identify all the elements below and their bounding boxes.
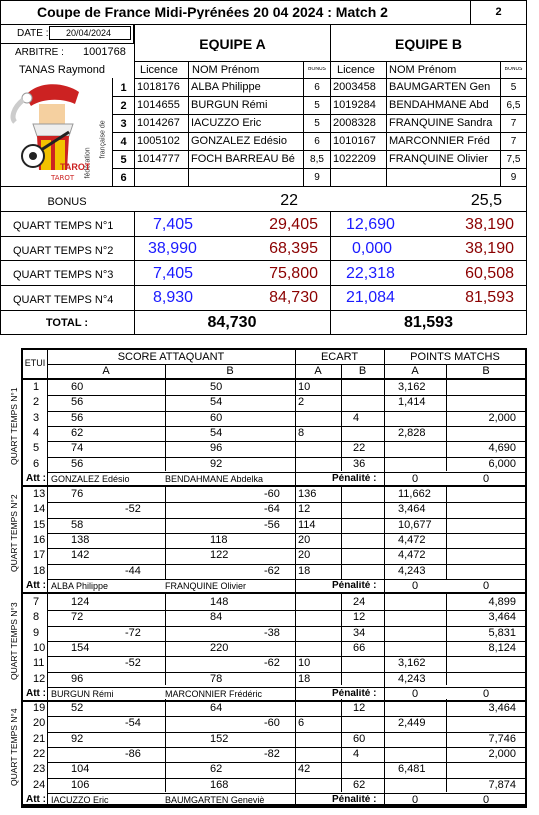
ecart-a: 18: [298, 565, 311, 577]
quarter-a-cumul: 75,800: [269, 266, 318, 282]
score-b: 60: [210, 412, 223, 424]
att-player-a: GONZALEZ Edésio: [51, 474, 130, 484]
player-number: 6: [120, 173, 127, 184]
etui-number: 22: [33, 748, 46, 760]
score-a: 138: [71, 534, 90, 546]
table-number: 2: [495, 7, 502, 18]
ecart-b: 12: [353, 612, 366, 624]
score-b: 96: [210, 443, 223, 455]
name-a: GONZALEZ Edésio: [191, 136, 287, 147]
score-a-negative: -52: [125, 504, 141, 516]
name-b: FRANQUINE Olivier: [389, 154, 489, 165]
score-b-negative: -60: [264, 718, 280, 730]
quarter-a-points: 38,990: [148, 241, 197, 257]
bonus-b: 7,5: [506, 155, 521, 165]
date-value: 20/04/2024: [66, 29, 112, 38]
etui-number: 6: [33, 458, 40, 470]
ecart-b: 34: [353, 627, 366, 639]
points-a: 3,464: [398, 504, 426, 516]
name-a: BURGUN Rémi: [191, 100, 268, 111]
etui-number: 13: [33, 489, 46, 500]
col-licence-a: Licence: [140, 65, 178, 76]
bonus-b: 9: [510, 173, 517, 183]
points-b: 3,464: [488, 612, 516, 624]
player-number: 3: [120, 119, 127, 130]
score-b: 84: [210, 612, 223, 624]
ecart-a: 18: [298, 673, 311, 685]
quarter-block-label: QUART TEMPS N°4: [9, 708, 19, 786]
penalty-label: Pénalité :: [332, 794, 377, 805]
etui-number: 10: [33, 642, 46, 654]
ecart-b: 36: [353, 458, 366, 470]
licence-a: 1018176: [137, 82, 180, 93]
licence-b: 1019284: [333, 100, 376, 111]
points-a: 4,243: [398, 565, 426, 577]
ecart-b: 12: [353, 703, 366, 714]
att-label: Att :: [26, 580, 46, 591]
ecart-a: 12: [298, 504, 311, 516]
points-b: 4,899: [488, 597, 516, 608]
points-a: 4,472: [398, 534, 426, 546]
licence-a: 1014267: [137, 118, 180, 129]
total-team-b: 81,593: [404, 315, 453, 331]
score-b: 62: [210, 764, 223, 776]
att-player-a: IACUZZO Eric: [51, 795, 109, 805]
att-player-b: MARCONNIER Frédéric: [165, 689, 263, 699]
col-nom-a: NOM Prénom: [192, 65, 260, 76]
score-a-negative: -54: [125, 718, 141, 730]
quarter-block-label: QUART TEMPS N°1: [9, 387, 19, 465]
score-b: 122: [210, 550, 229, 562]
bonus-b: 6,5: [506, 101, 521, 111]
bonus-b: 7: [510, 137, 517, 147]
ecart-a: 136: [298, 489, 317, 500]
header-points-a: A: [411, 366, 419, 377]
player-number: 4: [120, 137, 127, 148]
date-label: DATE :: [17, 29, 49, 39]
att-player-b: FRANQUINE Olivier: [165, 581, 247, 591]
quarter-a-points: 7,405: [153, 266, 194, 282]
bonus-team-a: 22: [280, 193, 298, 209]
etui-number: 12: [33, 673, 46, 685]
quarter-b-points: 21,084: [346, 290, 395, 306]
name-b: MARCONNIER Fréd: [389, 136, 490, 147]
points-b: 5,831: [488, 627, 516, 639]
bonus-a: 6: [314, 83, 320, 93]
score-b-negative: -62: [264, 565, 280, 577]
score-b-negative: -62: [264, 658, 280, 670]
etui-number: 21: [33, 733, 46, 745]
bonus-a: 6: [314, 137, 320, 147]
etui-number: 8: [33, 612, 40, 624]
ecart-b: 66: [353, 642, 366, 654]
licence-a: 1014655: [137, 100, 180, 111]
points-b: 2,000: [488, 748, 516, 760]
penalty-b: 0: [482, 688, 490, 700]
header-points-b: B: [482, 366, 490, 377]
ecart-b: 60: [353, 733, 366, 745]
score-a-negative: -72: [125, 627, 141, 639]
points-a: 6,481: [398, 764, 426, 776]
ecart-a: 10: [298, 382, 311, 393]
points-b: 3,464: [488, 703, 516, 714]
ecart-a: 20: [298, 534, 311, 546]
etui-number: 23: [33, 764, 46, 776]
score-a-negative: -52: [125, 658, 141, 670]
score-a: 142: [71, 550, 90, 562]
penalty-a: 0: [411, 794, 419, 806]
score-a: 62: [71, 427, 84, 439]
score-a: 58: [71, 519, 84, 531]
points-b: 7,746: [488, 733, 516, 745]
col-licence-b: Licence: [337, 65, 375, 76]
att-player-a: ALBA Philippe: [51, 581, 109, 591]
att-label: Att :: [26, 794, 46, 805]
penalty-b: 0: [482, 473, 490, 485]
score-b-negative: -64: [264, 504, 280, 516]
score-a: 96: [71, 673, 84, 685]
licence-b: 2008328: [333, 118, 376, 129]
ecart-a: 114: [298, 519, 316, 531]
score-a: 106: [71, 779, 90, 791]
penalty-b: 0: [482, 580, 490, 592]
header-etui: ETUI: [24, 359, 46, 368]
points-a: 2,828: [398, 427, 426, 439]
etui-number: 5: [33, 443, 40, 455]
score-b: 168: [210, 779, 229, 791]
etui-number: 18: [33, 565, 46, 577]
etui-number: 3: [33, 412, 40, 424]
points-b: 7,874: [488, 779, 516, 791]
penalty-b: 0: [482, 794, 490, 806]
quarter-label: QUART TEMPS N°2: [13, 246, 114, 257]
quarter-block-label: QUART TEMPS N°2: [9, 494, 19, 572]
bonus-a: 9: [314, 173, 320, 183]
quarter-b-cumul: 38,190: [465, 241, 514, 257]
quarter-a-cumul: 29,405: [269, 217, 318, 233]
bonus-a: 5: [314, 119, 320, 129]
name-b: BAUMGARTEN Gen: [389, 82, 491, 93]
score-b: 78: [210, 673, 223, 685]
score-a: 56: [71, 412, 84, 424]
svg-text:TAROT: TAROT: [51, 174, 75, 182]
score-b: 152: [210, 733, 229, 745]
quarter-b-cumul: 81,593: [465, 290, 514, 306]
penalty-a: 0: [411, 580, 419, 592]
bonus-b: 5: [510, 83, 517, 93]
score-a: 104: [71, 764, 90, 776]
quarter-label: QUART TEMPS N°4: [13, 295, 114, 306]
score-b: 50: [210, 382, 223, 393]
quarter-label: QUART TEMPS N°3: [13, 270, 114, 281]
logo-text-2: française de: [99, 120, 107, 159]
ecart-a: 20: [298, 550, 311, 562]
arbitre-id: 1001768: [83, 47, 126, 58]
etui-number: 11: [33, 658, 45, 670]
page-title: Coupe de France Midi-Pyrénées 20 04 2024 : Match 2: [37, 5, 388, 19]
licence-a: 1014777: [137, 154, 180, 165]
score-b: 118: [210, 534, 228, 546]
team-a-title: EQUIPE A: [199, 37, 266, 51]
quarter-a-cumul: 84,730: [269, 290, 318, 306]
penalty-label: Pénalité :: [332, 580, 377, 591]
points-b: 4,690: [488, 443, 516, 455]
points-a: 3,162: [398, 382, 426, 393]
score-a-negative: -44: [125, 565, 141, 577]
header-score-b: B: [226, 366, 234, 377]
score-a: 74: [71, 443, 84, 455]
score-b-negative: -56: [264, 519, 280, 531]
ecart-b: 4: [353, 412, 360, 424]
header-ecart: ECART: [320, 352, 359, 363]
score-a: 72: [71, 612, 84, 624]
penalty-a: 0: [411, 688, 419, 700]
score-a: 76: [71, 489, 84, 500]
bonus-label: BONUS: [47, 197, 87, 208]
etui-number: 4: [33, 427, 40, 439]
quarter-b-points: 12,690: [346, 217, 395, 233]
name-b: BENDAHMANE Abd: [389, 100, 489, 111]
bonus-a: 8,5: [310, 155, 324, 165]
ecart-b: 22: [353, 443, 366, 455]
team-b-title: EQUIPE B: [395, 37, 462, 51]
ecart-a: 6: [298, 718, 305, 730]
score-a: 60: [71, 382, 84, 393]
quarter-b-points: 22,318: [346, 266, 395, 282]
licence-a: 1005102: [137, 136, 180, 147]
col-nom-b: NOM Prénom: [389, 65, 457, 76]
player-number: 1: [120, 83, 127, 94]
col-bonus-a: BONUS: [308, 67, 326, 72]
points-a: 10,677: [398, 519, 432, 531]
etui-number: 19: [33, 703, 46, 714]
quarter-b-cumul: 38,190: [465, 217, 514, 233]
col-bonus-b: BONUS: [504, 67, 523, 72]
bonus-b: 7: [510, 119, 517, 129]
att-player-a: BURGUN Rémi: [51, 689, 114, 699]
etui-number: 2: [33, 397, 40, 409]
licence-b: 1022209: [333, 154, 376, 165]
points-b: 8,124: [488, 642, 516, 654]
penalty-label: Pénalité :: [332, 473, 377, 484]
name-a: ALBA Philippe: [191, 82, 261, 93]
header-score: SCORE ATTAQUANT: [117, 352, 225, 363]
ecart-a: 10: [298, 658, 311, 670]
points-b: 6,000: [488, 458, 516, 470]
ecart-a: 42: [298, 764, 311, 776]
score-a-negative: -86: [125, 748, 141, 760]
att-player-b: BAUMGARTEN Geneviè: [165, 795, 265, 805]
points-a: 1,414: [398, 397, 426, 409]
score-b: 54: [210, 397, 223, 409]
header-points: POINTS MATCHS: [410, 352, 500, 363]
att-label: Att :: [26, 688, 46, 699]
name-a: FOCH BARREAU Bé: [191, 154, 295, 165]
arbitre-label: ARBITRE :: [15, 48, 64, 58]
score-a: 154: [71, 642, 90, 654]
logo-text-1: fédération: [84, 147, 92, 179]
etui-number: 24: [33, 779, 46, 791]
name-b: FRANQUINE Sandra: [389, 118, 493, 129]
score-a: 92: [71, 733, 84, 745]
points-a: 4,243: [398, 673, 426, 685]
quarter-a-cumul: 68,395: [269, 241, 318, 257]
score-a: 56: [71, 397, 84, 409]
bonus-team-b: 25,5: [470, 193, 502, 209]
penalty-label: Pénalité :: [332, 688, 377, 699]
ecart-a: 8: [298, 427, 305, 439]
score-b-negative: -38: [264, 627, 280, 639]
etui-number: 14: [33, 504, 46, 516]
header-ecart-a: A: [314, 366, 322, 377]
att-label: Att :: [26, 473, 46, 484]
quarter-a-points: 7,405: [153, 217, 194, 233]
att-player-b: BENDAHMANE Abdelka: [165, 474, 264, 484]
etui-number: 15: [33, 519, 46, 531]
etui-number: 9: [33, 627, 40, 639]
ecart-b: 24: [353, 597, 366, 608]
score-b: 148: [210, 597, 229, 608]
quarter-b-points: 0,000: [352, 241, 393, 257]
points-a: 11,662: [398, 489, 431, 500]
logo-text-3: TAROT: [60, 163, 91, 172]
header-score-a: A: [102, 366, 110, 377]
score-b: 92: [210, 458, 223, 470]
etui-number: 1: [33, 382, 40, 393]
player-number: 2: [120, 101, 127, 112]
score-a: 52: [71, 703, 84, 714]
points-a: 3,162: [398, 658, 426, 670]
score-b-negative: -82: [264, 748, 280, 760]
arbitre-name: TANAS Raymond: [19, 65, 105, 76]
quarter-b-cumul: 60,508: [465, 266, 514, 282]
quarter-a-points: 8,930: [153, 290, 194, 306]
header-ecart-b: B: [358, 366, 367, 377]
ecart-a: 2: [298, 397, 305, 409]
score-a: 56: [71, 458, 84, 470]
quarter-label: QUART TEMPS N°1: [13, 221, 114, 232]
player-number: 5: [120, 155, 127, 166]
penalty-a: 0: [411, 473, 419, 485]
etui-number: 16: [33, 534, 46, 546]
total-label: TOTAL :: [45, 318, 89, 329]
points-a: 4,472: [398, 550, 426, 562]
etui-number: 20: [33, 718, 46, 730]
score-b: 64: [210, 703, 223, 714]
ecart-b: 4: [353, 748, 360, 760]
score-b-negative: -60: [264, 489, 280, 500]
score-b: 54: [210, 427, 223, 439]
bonus-a: 5: [314, 101, 320, 111]
ecart-b: 62: [353, 779, 366, 791]
total-team-a: 84,730: [207, 315, 257, 331]
score-b: 220: [210, 642, 229, 654]
licence-b: 2003458: [333, 82, 376, 93]
etui-number: 7: [33, 597, 40, 608]
etui-number: 17: [33, 550, 46, 562]
name-a: IACUZZO Eric: [191, 118, 262, 129]
licence-b: 1010167: [333, 136, 376, 147]
points-b: 2,000: [488, 412, 516, 424]
quarter-block-label: QUART TEMPS N°3: [9, 602, 19, 680]
score-a: 124: [71, 597, 90, 608]
points-a: 2,449: [398, 718, 426, 730]
